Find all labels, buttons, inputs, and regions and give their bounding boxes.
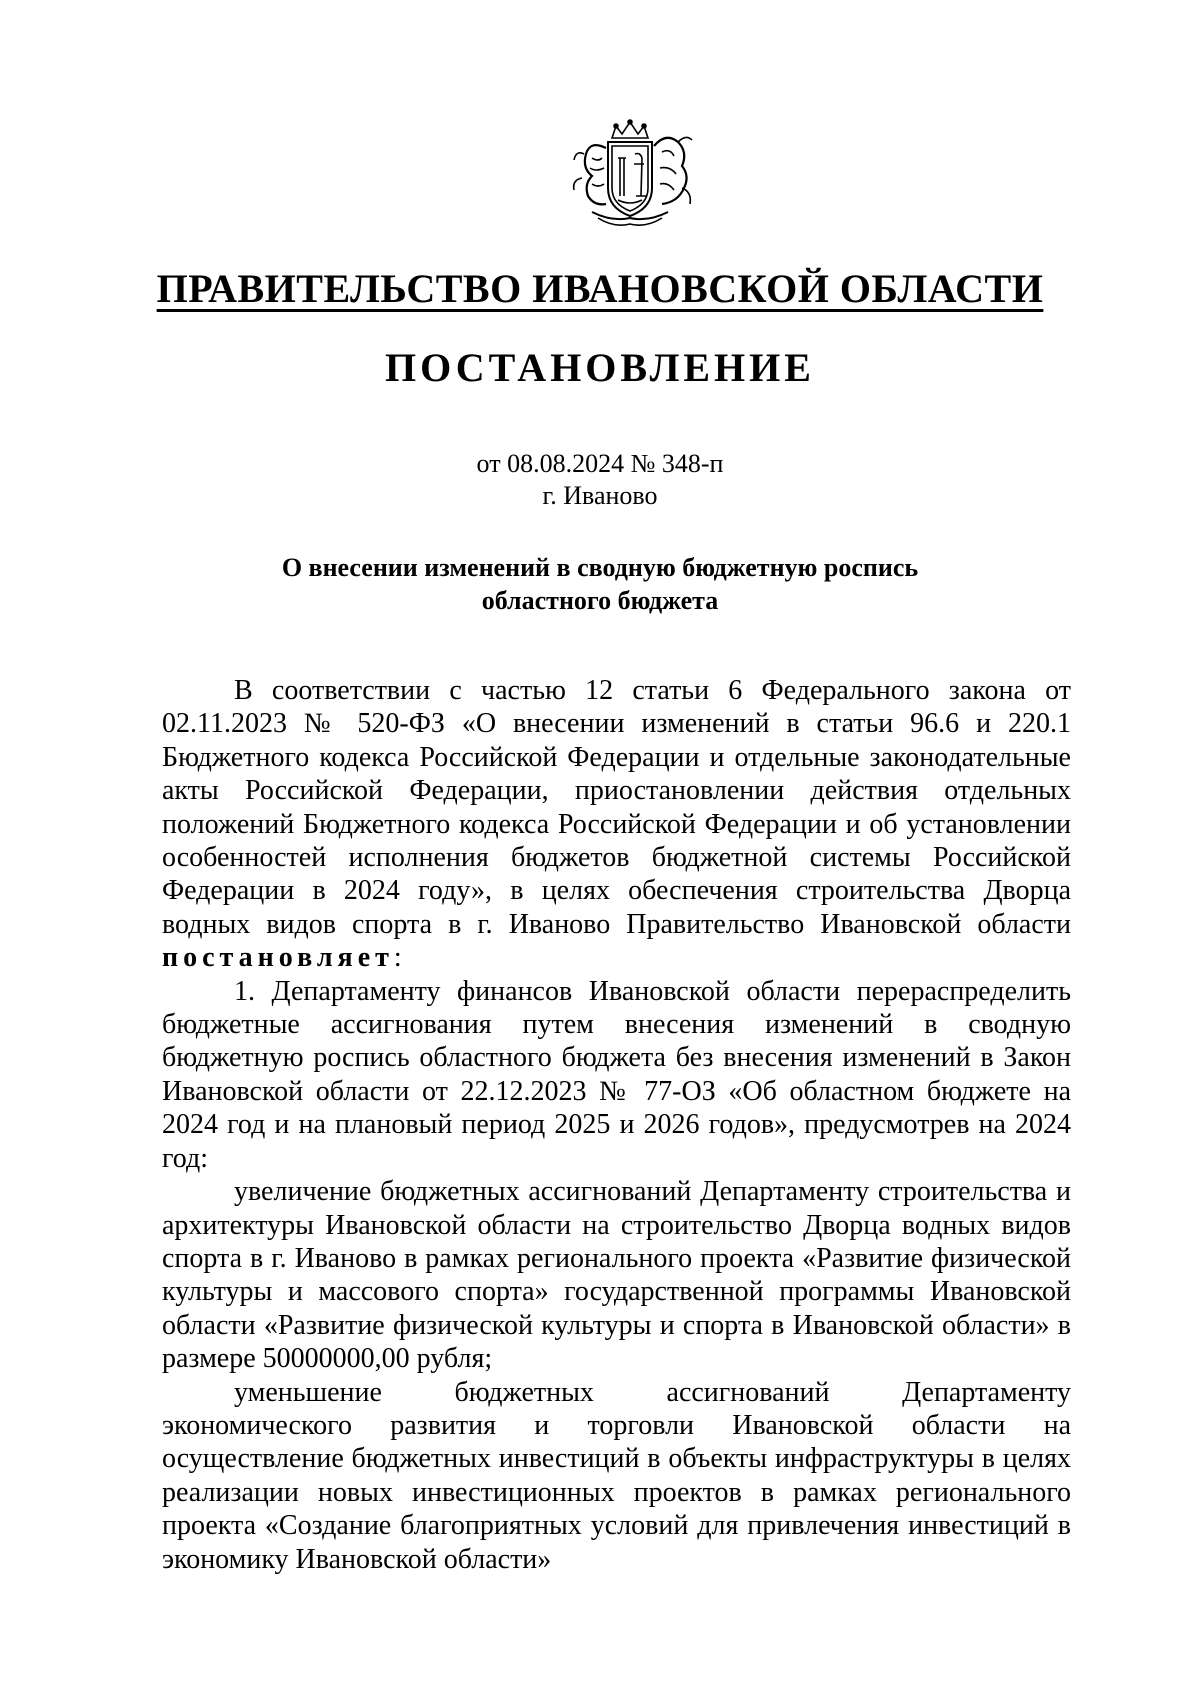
increase-paragraph: увеличение бюджетных ассигнований Департаменту строительства и архитектуры Ивановской области на строительство Дворца водных видов спорта в г. Иваново в рамках регионального проекта «Развитие физической культуры и массового спорта» государственной программы Ивановской области «Развитие физической культуры и спорта в Ивановской области» в размере 50000000,00 рубля;: [162, 1176, 1071, 1375]
document-body: [162, 674, 1071, 1576]
preamble-text: В соответствии с частью 12 статьи 6 Федерального закона от 02.11.2023 № 520-ФЗ «О внесении изменений в статьи 96.6 и 220.1 Бюджетного кодекса Российской Федерации и отдельные законодательные акты Российской Федерации, приостановлении действия отдельных положений Бюджетного кодекса Российской Федерации и об установлении особенностей исполнения бюджетов бюджетной системы Российской Федерации в 2024 году», в целях обеспечения строительства Дворца водных видов спорта в г. Иваново Правительство Ивановской области: [162, 675, 1071, 940]
decrease-paragraph: уменьшение бюджетных ассигнований Департаменту экономического развития и торговли Ивановской области на осуществление бюджетных инвестиций в объекты инфраструктуры в целях реализации новых инвестиционных проектов в рамках регионального проекта «Создание благоприятных условий для привлечения инвестиций в экономику Ивановской области»: [162, 1376, 1071, 1575]
resolves-word: постановляет: [162, 942, 394, 974]
resolves-suffix: :: [393, 942, 402, 974]
preamble-paragraph: [162, 674, 1071, 975]
document-subject: [0, 551, 1200, 617]
subject-line-2: областного бюджета: [481, 586, 719, 615]
document-meta: [0, 448, 1200, 512]
item-1-paragraph: 1. Департаменту финансов Ивановской области перераспределить бюджетные ассигнования путем внесения изменений в сводную бюджетную роспись областного бюджета без внесения изменений в Закон Ивановской области от 22.12.2023 № 77-ОЗ «Об областном бюджете на 2024 год и на плановый период 2025 и 2026 годов», предусмотрев на 2024 год:: [162, 975, 1071, 1174]
coat-of-arms-icon: [562, 118, 698, 230]
subject-line-1: О внесении изменений в сводную бюджетную роспись: [281, 553, 919, 582]
document-type: ПОСТАНОВЛЕНИЕ: [385, 345, 815, 390]
date-number: от 08.08.2024 № 348-п: [476, 449, 724, 478]
city: г. Иваново: [542, 481, 658, 510]
organization-title: ПРАВИТЕЛЬСТВО ИВАНОВСКОЙ ОБЛАСТИ: [156, 266, 1044, 311]
